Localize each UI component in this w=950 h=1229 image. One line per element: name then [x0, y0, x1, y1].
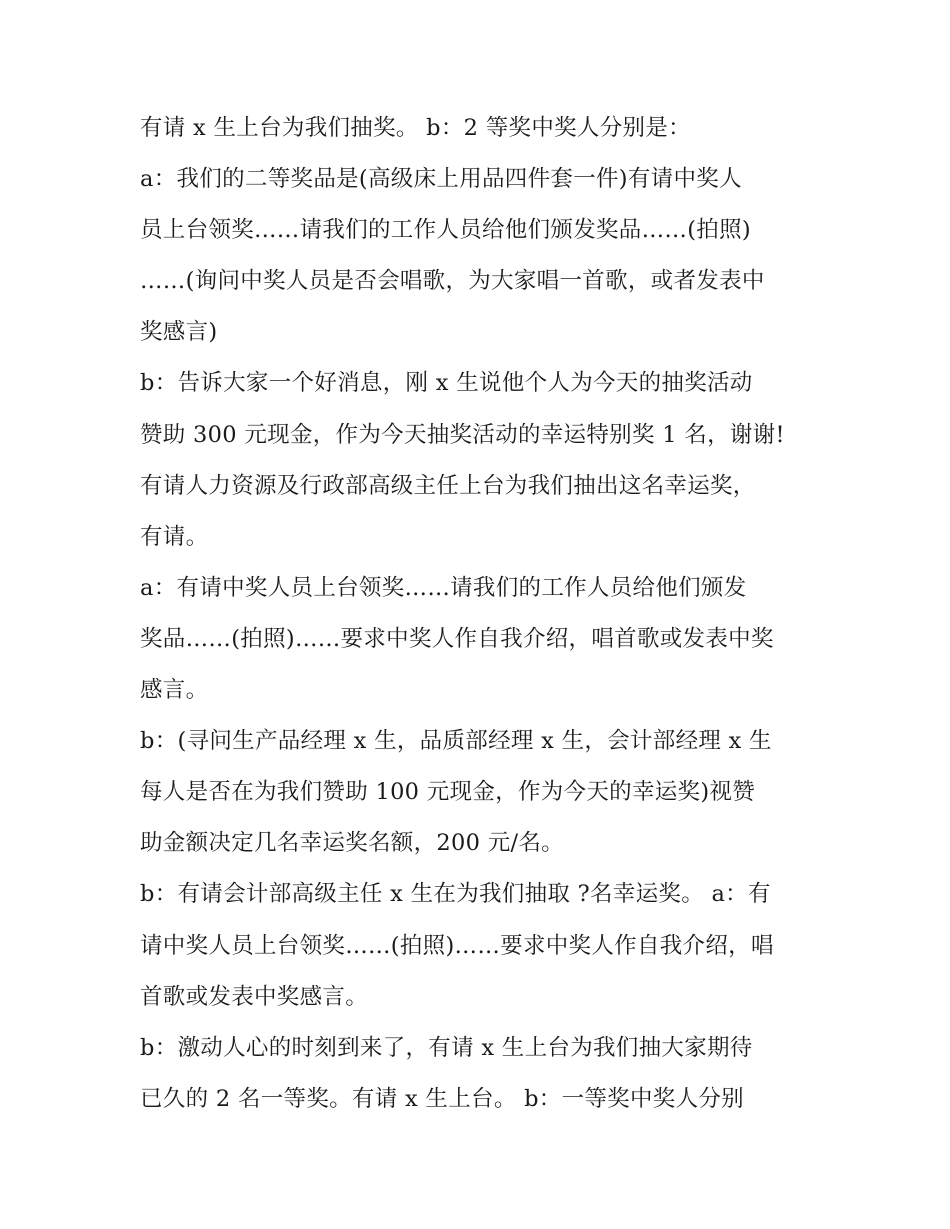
text-line: 有请人力资源及行政部高级主任上台为我们抽出这名幸运奖，	[140, 472, 756, 499]
text-line: 每人是否在为我们赞助 100 元现金，作为今天的幸运奖)视赞	[140, 779, 756, 806]
text-line: 助金额决定几名幸运奖名额，200 元/名。	[140, 830, 564, 857]
text-line: 员上台领奖……请我们的工作人员给他们颁发奖品……(拍照)	[140, 217, 751, 244]
text-line: 奖感言)	[140, 319, 218, 346]
text-line: b：告诉大家一个好消息，刚 x 生说他个人为今天的抽奖活动	[140, 370, 753, 397]
text-line: 有请。	[140, 523, 209, 550]
text-line: b：有请会计部高级主任 x 生在为我们抽取 ?名幸运奖。 a：有	[140, 881, 771, 908]
text-line: a：有请中奖人员上台领奖……请我们的工作人员给他们颁发	[140, 574, 747, 601]
document-body	[140, 103, 820, 1125]
text-line: ……(询问中奖人员是否会唱歌，为大家唱一首歌，或者发表中	[140, 268, 765, 295]
text-line: b：(寻问生产品经理 x 生，品质部经理 x 生，会计部经理 x 生	[140, 728, 772, 755]
text-line: 有请 x 生上台为我们抽奖。 b：2 等奖中奖人分别是：	[140, 115, 691, 141]
text-line: a：我们的二等奖品是(高级床上用品四件套一件)有请中奖人	[140, 166, 742, 193]
text-line: 请中奖人员上台领奖……(拍照)……要求中奖人作自我介绍，唱	[140, 932, 774, 959]
text-line: 首歌或发表中奖感言。	[140, 983, 369, 1010]
text-line: b：激动人心的时刻到来了，有请 x 生上台为我们抽大家期待	[140, 1034, 753, 1061]
text-line: 赞助 300 元现金，作为今天抽奖活动的幸运特别奖 1 名，谢谢!	[140, 421, 785, 448]
text-line: 感言。	[140, 677, 209, 704]
text-line: 已久的 2 名一等奖。有请 x 生上台。 b：一等奖中奖人分别	[140, 1085, 744, 1112]
text-line: 奖品……(拍照)……要求中奖人作自我介绍，唱首歌或发表中奖	[140, 625, 774, 652]
